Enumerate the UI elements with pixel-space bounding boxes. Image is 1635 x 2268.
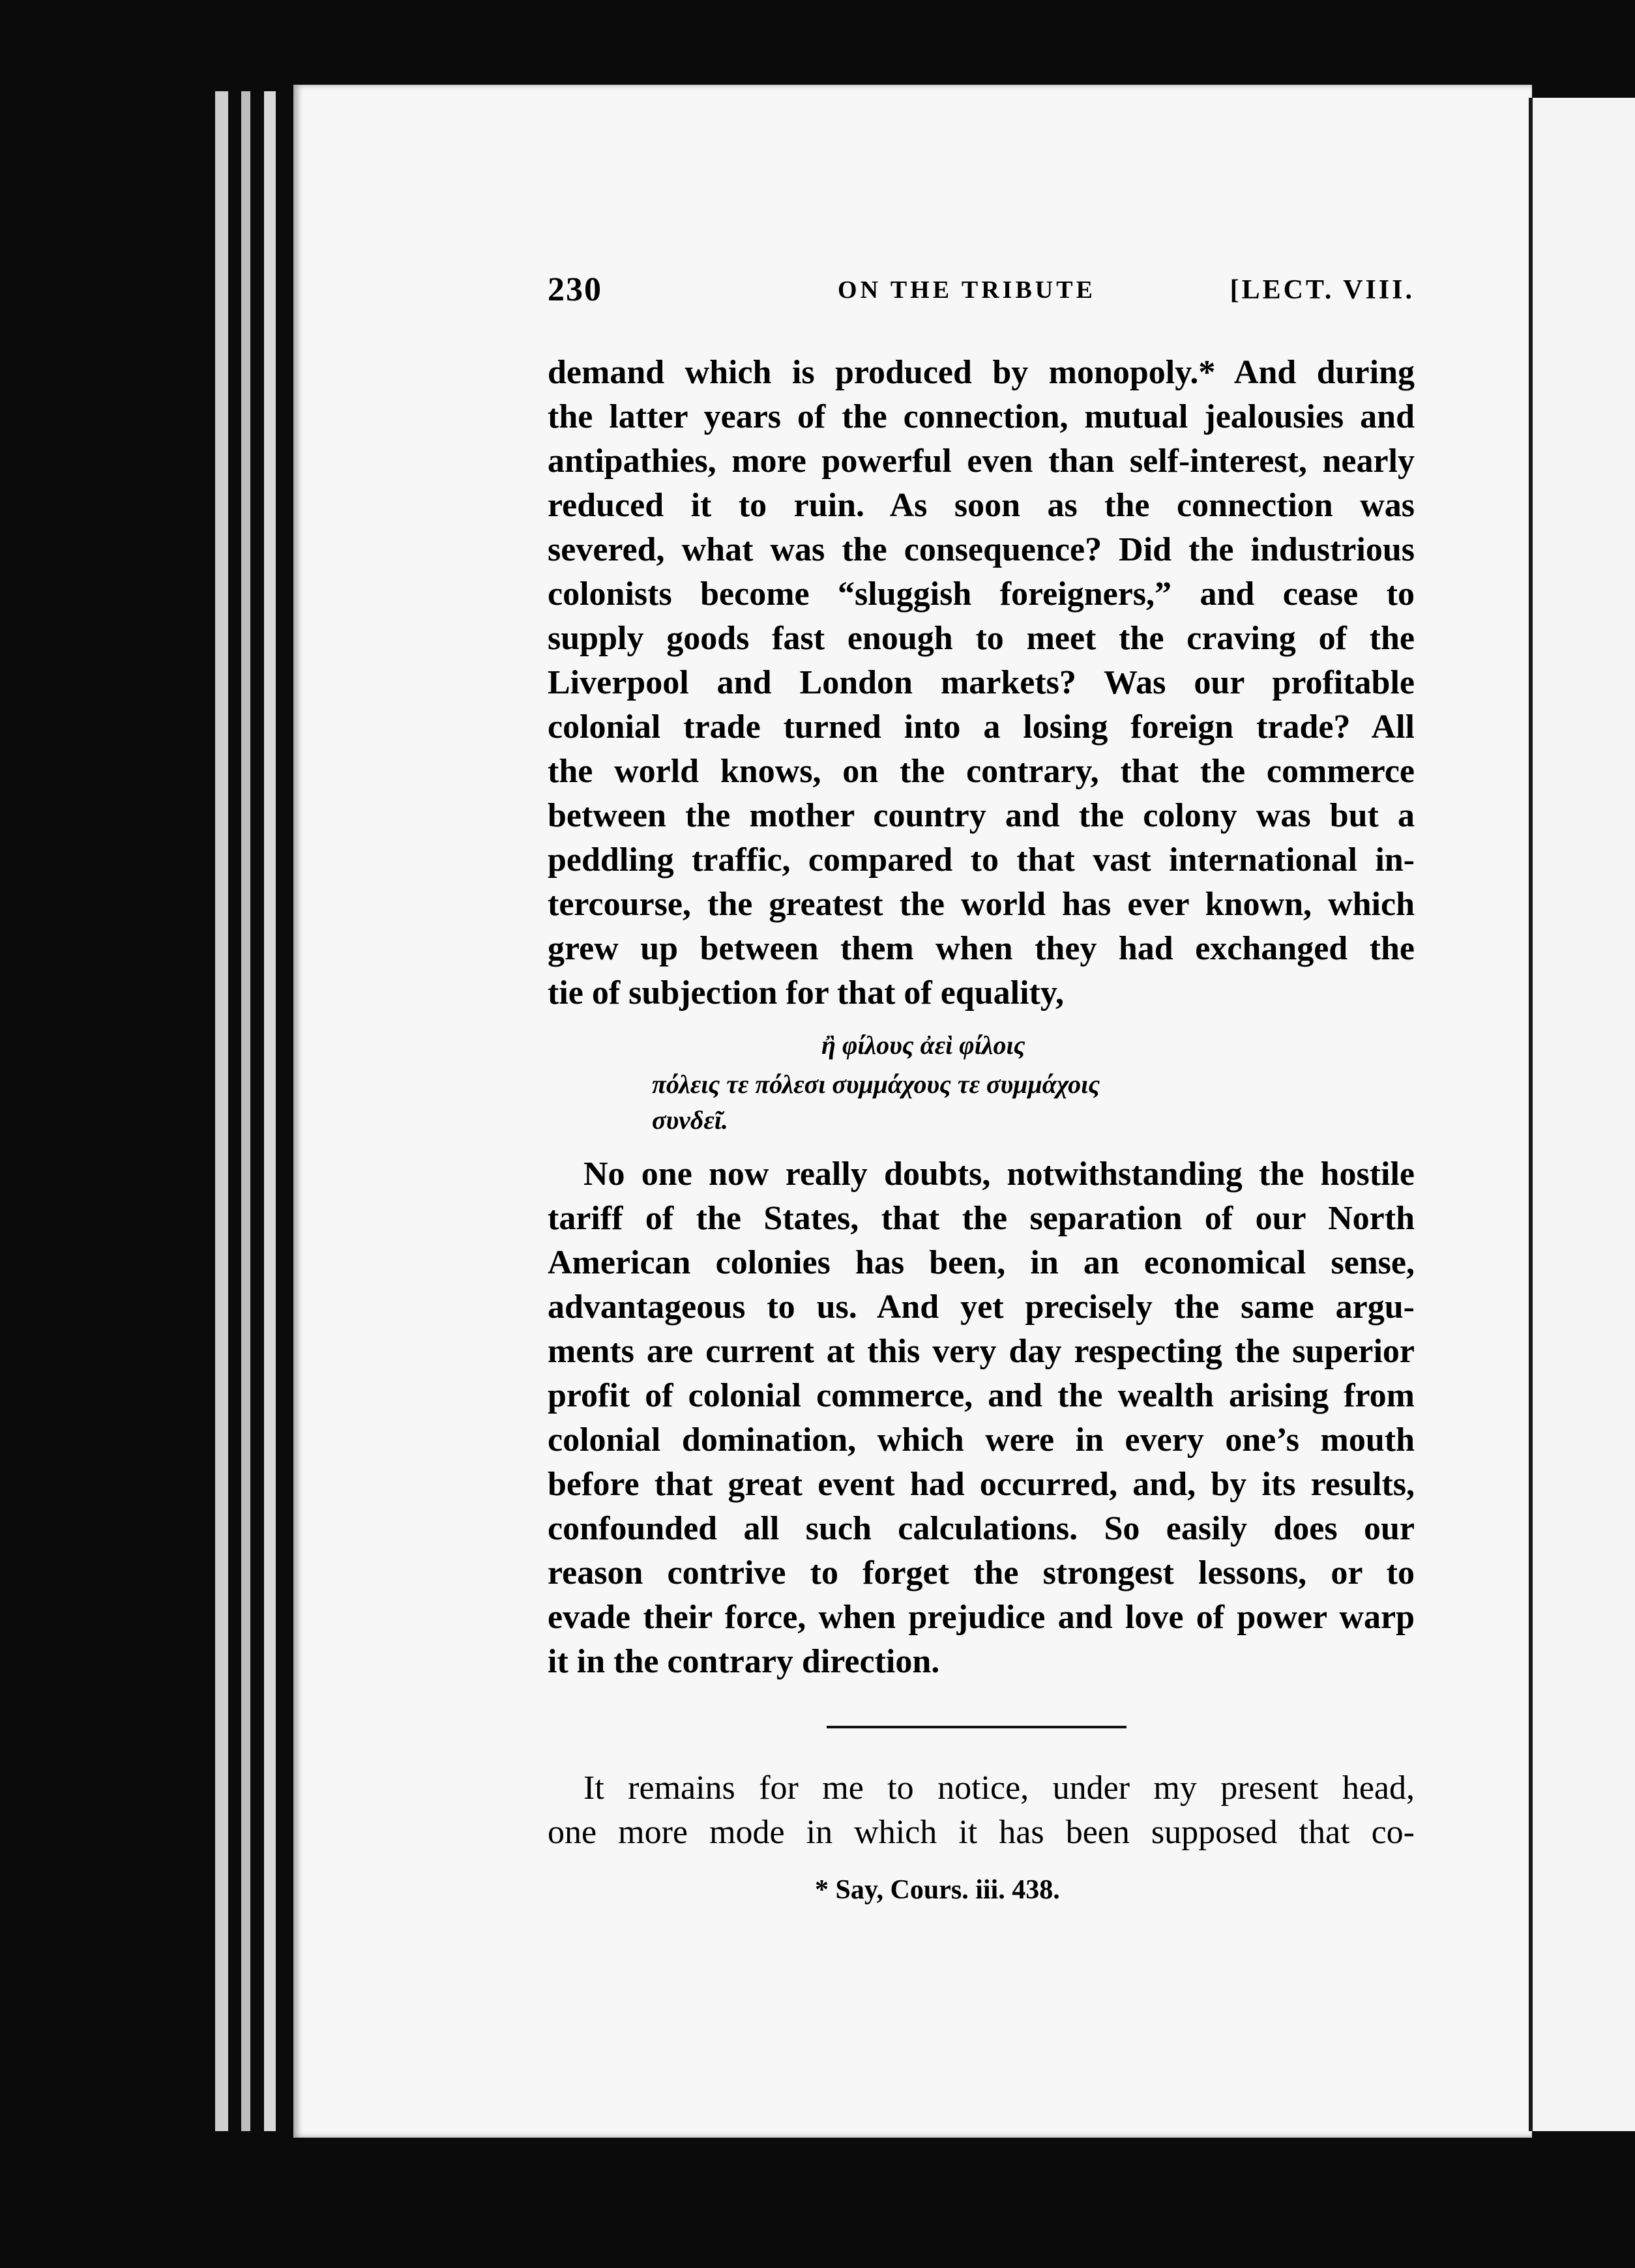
text-line: between the mother country and the colony was but a (548, 797, 1415, 834)
text-line: colonists become “sluggish foreigners,” and cease to (548, 575, 1415, 613)
text-line: ments are current at this very day respecting the superior (548, 1333, 1415, 1370)
text-line: antipathies, more powerful even than self-interest, nearly (548, 443, 1415, 480)
text-line: the latter years of the connection, mutual jealousies and (548, 398, 1415, 435)
text-line: tariff of the States, that the separation of our North (548, 1200, 1415, 1237)
text-line: colonial domination, which were in every one’s mouth (548, 1421, 1415, 1459)
text-line: American colonies has been, in an economical sense, (548, 1244, 1415, 1281)
text-line: grew up between them when they had exchanged the (548, 930, 1415, 967)
text-line: tie of subjection for that of equality, (548, 974, 1064, 1011)
text-line: severed, what was the consequence? Did the industrious (548, 531, 1415, 568)
text-line: the world knows, on the contrary, that the commerce (548, 753, 1415, 790)
text-line: It remains for me to notice, under my present head, (583, 1769, 1415, 1807)
text-line: advantageous to us. And yet precisely the same argu- (548, 1288, 1415, 1326)
text-line: peddling traffic, compared to that vast international in- (548, 841, 1415, 879)
text-line: one more mode in which it has been supposed that co- (548, 1814, 1415, 1851)
text-line: reduced it to ruin. As soon as the connection was (548, 487, 1415, 524)
text-line: reason contrive to forget the strongest lessons, or to (548, 1554, 1415, 1592)
text-line: demand which is produced by monopoly.* And during (548, 354, 1415, 391)
facing-page-edge (1529, 98, 1635, 2131)
text-line: profit of colonial commerce, and the wealth arising from (548, 1377, 1415, 1414)
text-line: Liverpool and London markets? Was our profitable (548, 664, 1415, 701)
book-edge-left (215, 91, 228, 2131)
footnote: * Say, Cours. iii. 438. (815, 1875, 1060, 1905)
greek-quote-line: πόλεις τε πόλεσι συμμάχους τε συμμάχοις (652, 1069, 1100, 1099)
text-line: tercourse, the greatest the world has ever known, which (548, 886, 1415, 923)
greek-quote-line: συνδεῖ. (652, 1105, 728, 1135)
text-line: it in the contrary direction. (548, 1643, 940, 1680)
section-label: [LECT. VIII. (1230, 275, 1415, 305)
page-number: 230 (548, 271, 602, 308)
section-divider (827, 1726, 1127, 1728)
book-edge-left-2 (241, 91, 250, 2131)
running-title: ON THE TRIBUTE (838, 276, 1096, 304)
text-line: No one now really doubts, notwithstanding the hostile (583, 1156, 1415, 1193)
book-edge-left-3 (264, 91, 276, 2131)
text-line: colonial trade turned into a losing foreign trade? All (548, 708, 1415, 746)
page-header (548, 270, 1415, 316)
text-line: supply goods fast enough to meet the craving of the (548, 620, 1415, 657)
text-line: before that great event had occurred, and, by its results, (548, 1466, 1415, 1503)
text-line: confounded all such calculations. So easily does our (548, 1510, 1415, 1547)
greek-quote-line: ἢ φίλους ἀεὶ φίλοις (821, 1030, 1025, 1060)
text-line: evade their force, when prejudice and love of power warp (548, 1599, 1415, 1636)
